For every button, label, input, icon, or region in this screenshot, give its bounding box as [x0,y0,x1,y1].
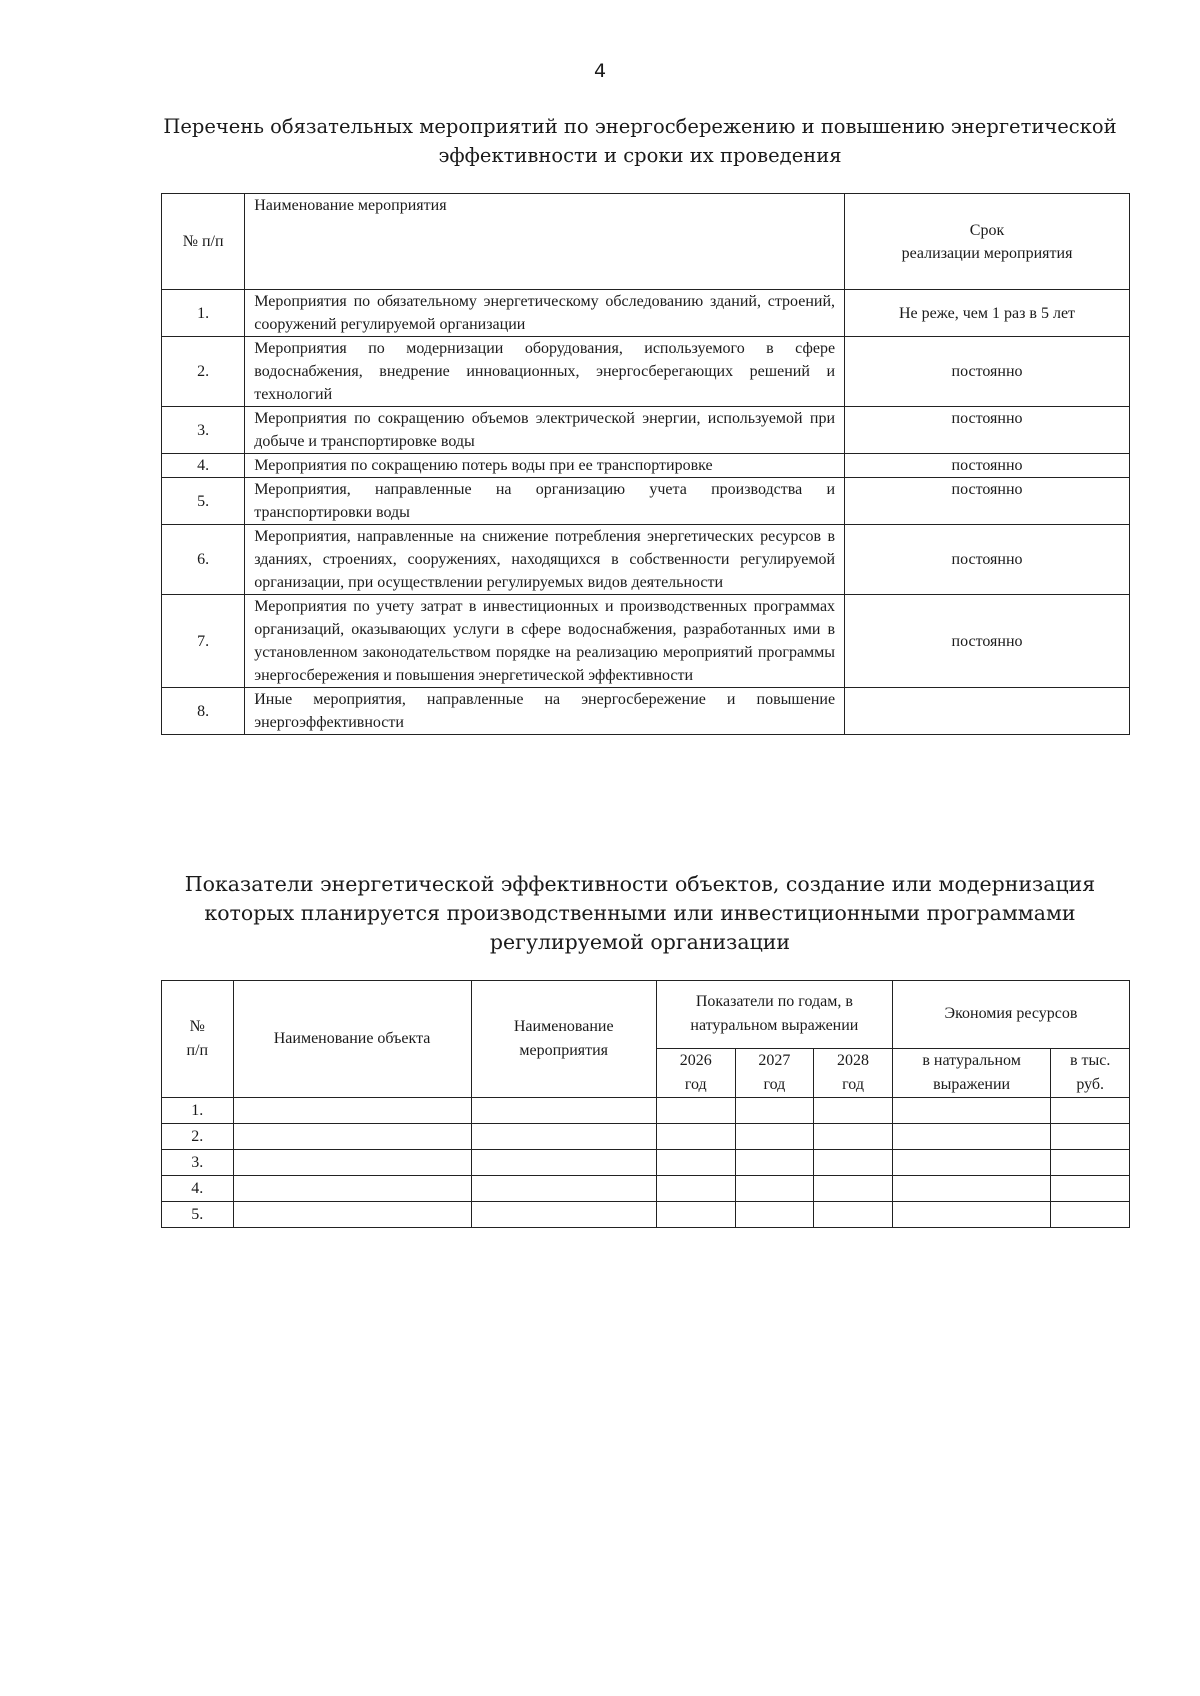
row-term: постоянно [845,595,1130,688]
row-num: 7. [162,595,245,688]
cell-empty [1051,1150,1130,1176]
table-row [162,454,1130,478]
cell-empty [892,1176,1050,1202]
cell-empty [471,1124,656,1150]
header-natural-line2: выражении [933,1075,1011,1093]
year-unit: год [684,1075,707,1093]
row-term: Не реже, чем 1 раз в 5 лет [845,290,1130,337]
cell-empty [814,1124,893,1150]
table-header-row [162,194,1130,290]
table-row [162,478,1130,525]
row-num: 2. [162,1124,234,1150]
row-num: 8. [162,688,245,735]
row-name: Мероприятия, направленные на снижение потребления энергетических ресурсов в зданиях, строениях, сооружениях, находящихся в собственности регулируемой организации, при осуществлении регулируемых видов деятельности [245,525,845,595]
table-row [162,337,1130,407]
table-row [162,290,1130,337]
table-row [162,407,1130,454]
header-natural [892,1048,1050,1097]
header-rub-line1: в тыс. [1069,1051,1111,1069]
section2-title: Показатели энергетической эффективности объектов, создание или модернизация которых планируется производственными или инвестиционными программами регулируемой организации [184,872,1096,954]
row-num: 5. [162,478,245,525]
cell-empty [735,1098,814,1124]
header-num: № п/п [162,194,245,290]
cell-empty [656,1124,735,1150]
row-term: постоянно [845,337,1130,407]
header-rub-line2: руб. [1076,1075,1105,1093]
row-term [845,688,1130,735]
cell-empty [814,1150,893,1176]
efficiency-indicators-table [161,980,1130,1228]
row-num: 3. [162,407,245,454]
row-name: Мероприятия по сокращению потерь воды при ее транспортировке [245,454,845,478]
header-natural-line1: в натуральном [922,1051,1021,1069]
header-object: Наименование объекта [233,981,471,1098]
header-indicators [656,981,892,1049]
cell-empty [471,1098,656,1124]
header-name: Наименование мероприятия [245,194,845,290]
header-term-line1: Срок [969,221,1005,239]
header-year-2027 [735,1048,814,1097]
row-term: постоянно [845,407,1130,454]
table-row [162,525,1130,595]
cell-empty [233,1150,471,1176]
cell-empty [233,1202,471,1228]
cell-empty [656,1176,735,1202]
table-row [162,1202,1130,1228]
row-num: 4. [162,454,245,478]
cell-empty [1051,1202,1130,1228]
header-activity-line2: мероприятия [519,1042,609,1059]
table-row [162,1098,1130,1124]
mandatory-measures-table [161,193,1130,735]
table-row [162,1150,1130,1176]
cell-empty [735,1150,814,1176]
cell-empty [1051,1124,1130,1150]
table-row [162,688,1130,735]
cell-empty [471,1202,656,1228]
cell-empty [1051,1098,1130,1124]
cell-empty [1051,1176,1130,1202]
cell-empty [233,1098,471,1124]
row-num: 2. [162,337,245,407]
header-term [845,194,1130,290]
row-num: 5. [162,1202,234,1228]
cell-empty [814,1176,893,1202]
row-num: 3. [162,1150,234,1176]
header-year-2026 [656,1048,735,1097]
cell-empty [735,1124,814,1150]
section1-title: Перечень обязательных мероприятий по энергосбережению и повышению энергетической эффективности и сроки их проведения [163,115,1117,167]
header-num-line1: № [189,1018,205,1035]
cell-empty [233,1124,471,1150]
row-term: постоянно [845,478,1130,525]
year-label: 2027 [758,1051,791,1069]
header-num [162,981,234,1098]
year-label: 2026 [679,1051,712,1069]
cell-empty [656,1150,735,1176]
header-term-line2: реализации мероприятия [901,244,1073,262]
table-header-row [162,981,1130,1049]
cell-empty [735,1176,814,1202]
header-activity-line1: Наименование [513,1018,614,1035]
row-name: Мероприятия, направленные на организацию учета производства и транспортировки воды [245,478,845,525]
row-name: Иные мероприятия, направленные на энергосбережение и повышение энергоэффективности [245,688,845,735]
header-activity [471,981,656,1098]
cell-empty [233,1176,471,1202]
row-term: постоянно [845,525,1130,595]
year-label: 2028 [837,1051,870,1069]
header-num-line2: п/п [186,1042,209,1059]
header-year-2028 [814,1048,893,1097]
cell-empty [892,1202,1050,1228]
row-name: Мероприятия по модернизации оборудования, используемого в сфере водоснабжения, внедрение инновационных, энергосберегающих решений и технологий [245,337,845,407]
year-unit: год [763,1075,786,1093]
row-num: 6. [162,525,245,595]
cell-empty [814,1202,893,1228]
row-name: Мероприятия по учету затрат в инвестиционных и производственных программах организаций, оказывающих услуги в сфере водоснабжения, разработанных ими в установленном законодательством порядке на реализацию мероприятий программы энергосбережения и повышения энергетической эффективности [245,595,845,688]
cell-empty [892,1150,1050,1176]
header-indicators-line1: Показатели по годам, в [695,993,853,1011]
row-num: 1. [162,290,245,337]
cell-empty [471,1150,656,1176]
page-number: 4 [593,60,607,82]
header-indicators-line2: натуральном выражении [690,1017,859,1035]
header-rub [1051,1048,1130,1097]
cell-empty [892,1124,1050,1150]
cell-empty [656,1098,735,1124]
table-row [162,1176,1130,1202]
row-num: 4. [162,1176,234,1202]
cell-empty [735,1202,814,1228]
year-unit: год [842,1075,864,1093]
cell-empty [471,1176,656,1202]
header-savings: Экономия ресурсов [892,981,1129,1049]
row-name: Мероприятия по сокращению объемов электрической энергии, используемой при добыче и транспортировке воды [245,407,845,454]
cell-empty [656,1202,735,1228]
cell-empty [814,1098,893,1124]
row-name: Мероприятия по обязательному энергетическому обследованию зданий, строений, сооружений регулируемой организации [245,290,845,337]
table-row [162,595,1130,688]
row-term: постоянно [845,454,1130,478]
row-num: 1. [162,1098,234,1124]
table-row [162,1124,1130,1150]
cell-empty [892,1098,1050,1124]
